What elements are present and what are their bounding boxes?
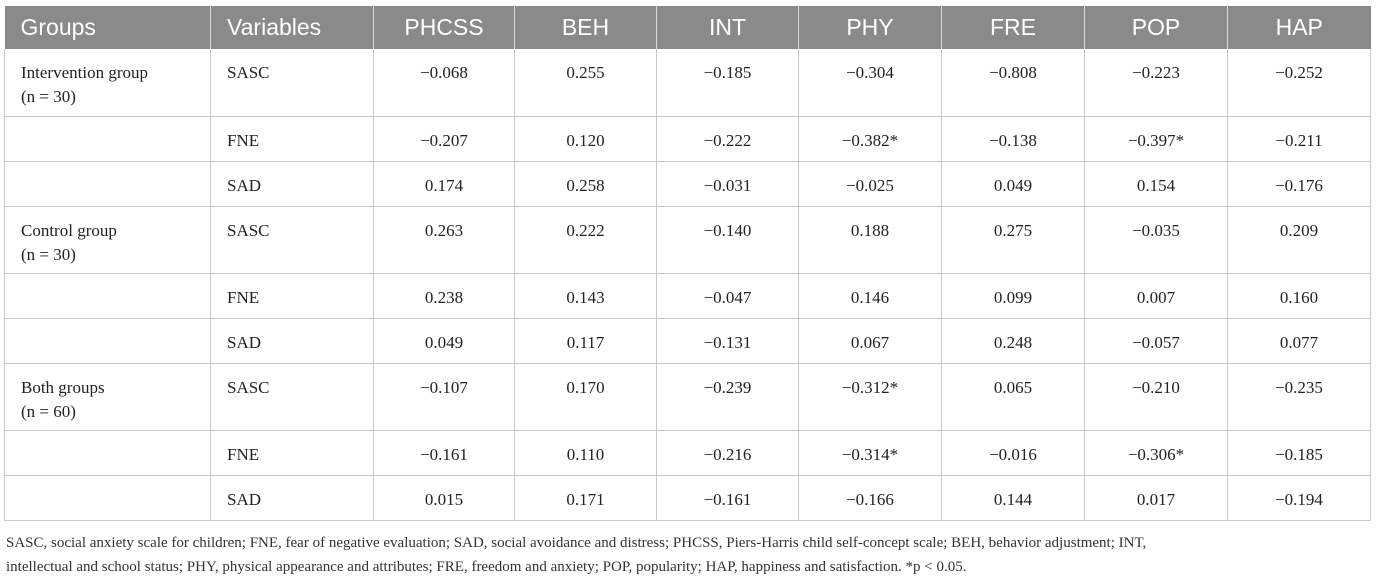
table-row (5, 206, 1371, 273)
value-cell: −0.047 (657, 273, 799, 318)
value-cell: −0.138 (942, 116, 1085, 161)
value-cell: 0.238 (374, 273, 515, 318)
value-cell: −0.306* (1085, 430, 1228, 475)
group-cell (5, 363, 211, 430)
value-cell: 0.170 (515, 363, 657, 430)
variable-cell: SAD (211, 161, 374, 206)
table-row (5, 116, 1371, 161)
value-cell: 0.017 (1085, 475, 1228, 520)
value-cell: −0.235 (1228, 363, 1371, 430)
value-cell: −0.176 (1228, 161, 1371, 206)
table-row (5, 430, 1371, 475)
table-row (5, 475, 1371, 520)
value-cell: −0.216 (657, 430, 799, 475)
table-header-row (5, 6, 1371, 49)
footnote-line-2: intellectual and school status; PHY, physical appearance and attributes; FRE, freedom and anxiety; POP, popularity; HAP, happiness and satisfaction. *p < 0.05. (6, 558, 967, 575)
header-groups: Groups (5, 6, 211, 49)
group-cell (5, 475, 211, 520)
group-name: Both groups (21, 377, 105, 397)
group-cell (5, 116, 211, 161)
value-cell: −0.239 (657, 363, 799, 430)
value-cell: 0.174 (374, 161, 515, 206)
variable-cell: FNE (211, 273, 374, 318)
header-hap: HAP (1228, 6, 1371, 49)
value-cell: −0.314* (799, 430, 942, 475)
value-cell: −0.161 (374, 430, 515, 475)
value-cell: 0.049 (374, 318, 515, 363)
value-cell: 0.263 (374, 206, 515, 273)
value-cell: −0.161 (657, 475, 799, 520)
value-cell: −0.211 (1228, 116, 1371, 161)
value-cell: −0.185 (1228, 430, 1371, 475)
group-n: (n = 30) (21, 87, 76, 106)
table-footnote (4, 531, 1372, 579)
footnote-line-1: SASC, social anxiety scale for children; FNE, fear of negative evaluation; SAD, social avoidance and distress; PHCSS, Piers-Harris child self-concept scale; BEH, behavior adjustment; INT, (6, 534, 1147, 551)
value-cell: −0.222 (657, 116, 799, 161)
header-phcss: PHCSS (374, 6, 515, 49)
value-cell: 0.222 (515, 206, 657, 273)
value-cell: 0.160 (1228, 273, 1371, 318)
value-cell: −0.808 (942, 49, 1085, 116)
variable-cell: SASC (211, 363, 374, 430)
variable-cell: FNE (211, 430, 374, 475)
value-cell: −0.223 (1085, 49, 1228, 116)
table-row (5, 363, 1371, 430)
value-cell: 0.171 (515, 475, 657, 520)
value-cell: 0.099 (942, 273, 1085, 318)
value-cell: 0.110 (515, 430, 657, 475)
value-cell: 0.248 (942, 318, 1085, 363)
value-cell: 0.154 (1085, 161, 1228, 206)
table-row (5, 161, 1371, 206)
group-cell (5, 161, 211, 206)
value-cell: −0.131 (657, 318, 799, 363)
value-cell: 0.255 (515, 49, 657, 116)
variable-cell: SASC (211, 206, 374, 273)
value-cell: −0.035 (1085, 206, 1228, 273)
group-cell (5, 430, 211, 475)
value-cell: −0.382* (799, 116, 942, 161)
value-cell: 0.144 (942, 475, 1085, 520)
value-cell: −0.207 (374, 116, 515, 161)
group-n: (n = 30) (21, 244, 76, 264)
value-cell: −0.107 (374, 363, 515, 430)
variable-cell: SAD (211, 318, 374, 363)
value-cell: 0.120 (515, 116, 657, 161)
group-name: Intervention group (21, 63, 148, 82)
value-cell: 0.065 (942, 363, 1085, 430)
value-cell: −0.194 (1228, 475, 1371, 520)
header-phy: PHY (799, 6, 942, 49)
value-cell: 0.015 (374, 475, 515, 520)
value-cell: −0.068 (374, 49, 515, 116)
value-cell: −0.031 (657, 161, 799, 206)
value-cell: 0.146 (799, 273, 942, 318)
value-cell: 0.258 (515, 161, 657, 206)
header-variables: Variables (211, 6, 374, 49)
group-cell (5, 318, 211, 363)
value-cell: 0.143 (515, 273, 657, 318)
table-row (5, 273, 1371, 318)
value-cell: −0.140 (657, 206, 799, 273)
value-cell: 0.077 (1228, 318, 1371, 363)
value-cell: −0.304 (799, 49, 942, 116)
value-cell: 0.049 (942, 161, 1085, 206)
header-fre: FRE (942, 6, 1085, 49)
value-cell: 0.007 (1085, 273, 1228, 318)
value-cell: −0.016 (942, 430, 1085, 475)
group-cell (5, 49, 211, 116)
group-cell (5, 273, 211, 318)
value-cell: −0.312* (799, 363, 942, 430)
value-cell: −0.210 (1085, 363, 1228, 430)
value-cell: −0.252 (1228, 49, 1371, 116)
value-cell: 0.275 (942, 206, 1085, 273)
correlation-table (4, 6, 1371, 521)
value-cell: −0.057 (1085, 318, 1228, 363)
header-pop: POP (1085, 6, 1228, 49)
group-name: Control group (21, 220, 117, 240)
value-cell: 0.188 (799, 206, 942, 273)
header-beh: BEH (515, 6, 657, 49)
table-row (5, 49, 1371, 116)
variable-cell: FNE (211, 116, 374, 161)
variable-cell: SAD (211, 475, 374, 520)
table-row (5, 318, 1371, 363)
group-n: (n = 60) (21, 401, 76, 421)
value-cell: −0.397* (1085, 116, 1228, 161)
value-cell: −0.025 (799, 161, 942, 206)
group-cell (5, 206, 211, 273)
header-int: INT (657, 6, 799, 49)
value-cell: −0.166 (799, 475, 942, 520)
table-container (4, 6, 1370, 579)
variable-cell: SASC (211, 49, 374, 116)
value-cell: 0.067 (799, 318, 942, 363)
value-cell: 0.209 (1228, 206, 1371, 273)
value-cell: 0.117 (515, 318, 657, 363)
value-cell: −0.185 (657, 49, 799, 116)
